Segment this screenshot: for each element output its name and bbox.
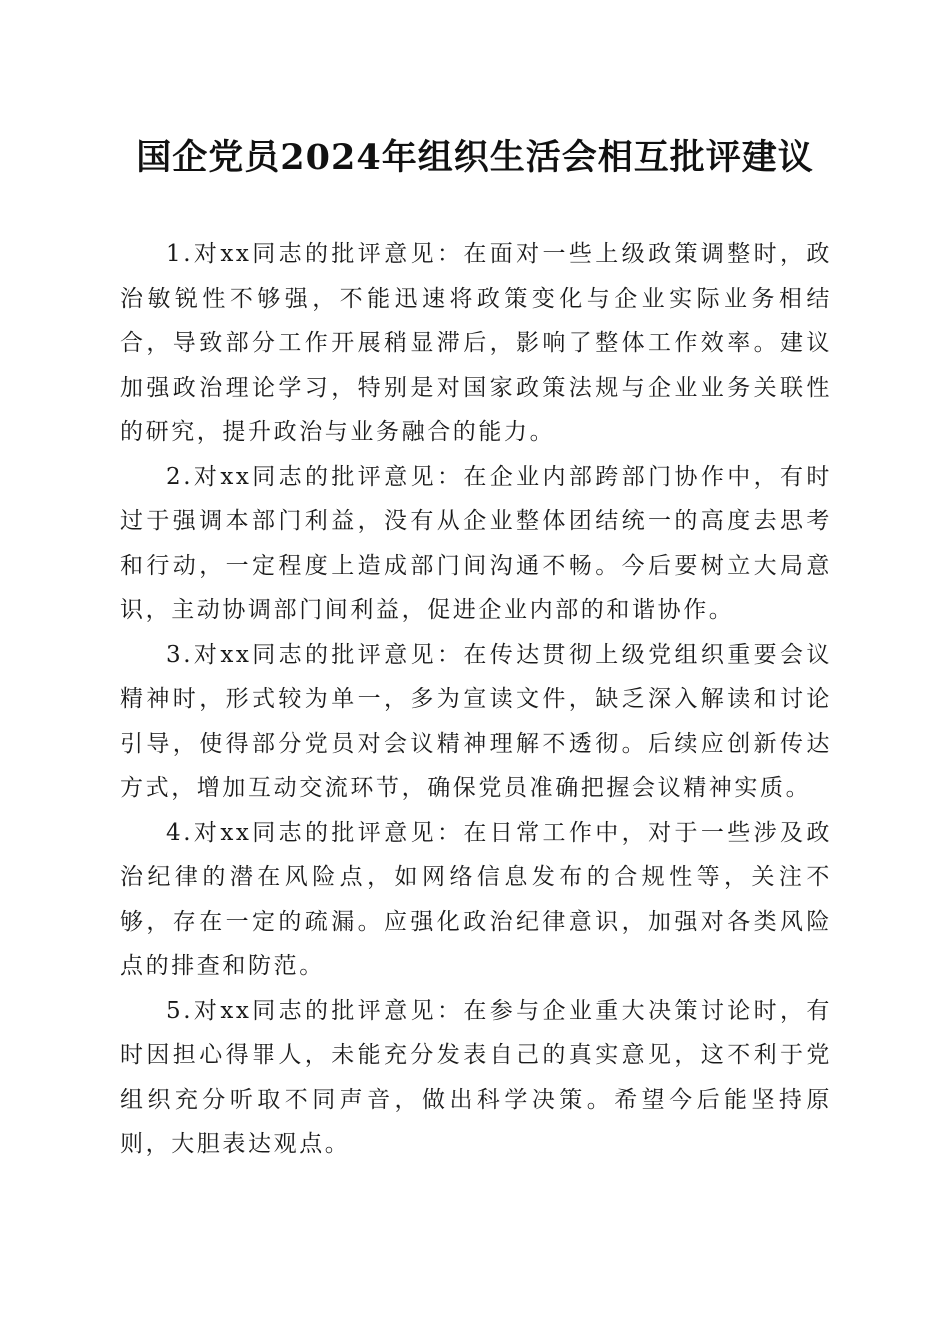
- paragraph-3: 3.对xx同志的批评意见：在传达贯彻上级党组织重要会议精神时，形式较为单一，多为宣读文件，缺乏深入解读和讨论引导，使得部分党员对会议精神理解不透彻。后续应创新传达方式，增加互动交流环节，确保党员准确把握会议精神实质。: [120, 641, 832, 801]
- paragraph-2: 2.对xx同志的批评意见：在企业内部跨部门协作中，有时过于强调本部门利益，没有从企业整体团结统一的高度去思考和行动，一定程度上造成部门间沟通不畅。今后要树立大局意识，主动协调部门间利益，促进企业内部的和谐协作。: [120, 463, 832, 623]
- document-body: [120, 232, 832, 1167]
- document-title: 国企党员2024年组织生活会相互批评建议: [136, 137, 814, 178]
- paragraph-4: 4.对xx同志的批评意见：在日常工作中，对于一些涉及政治纪律的潜在风险点，如网络信息发布的合规性等，关注不够，存在一定的疏漏。应强化政治纪律意识，加强对各类风险点的排查和防范。: [120, 819, 832, 979]
- paragraph-5: 5.对xx同志的批评意见：在参与企业重大决策讨论时，有时因担心得罪人，未能充分发表自己的真实意见，这不利于党组织充分听取不同声音，做出科学决策。希望今后能坚持原则，大胆表达观点。: [120, 997, 832, 1157]
- paragraph-1: 1.对xx同志的批评意见：在面对一些上级政策调整时，政治敏锐性不够强，不能迅速将政策变化与企业实际业务相结合，导致部分工作开展稍显滞后，影响了整体工作效率。建议加强政治理论学习，特别是对国家政策法规与企业业务关联性的研究，提升政治与业务融合的能力。: [120, 241, 832, 445]
